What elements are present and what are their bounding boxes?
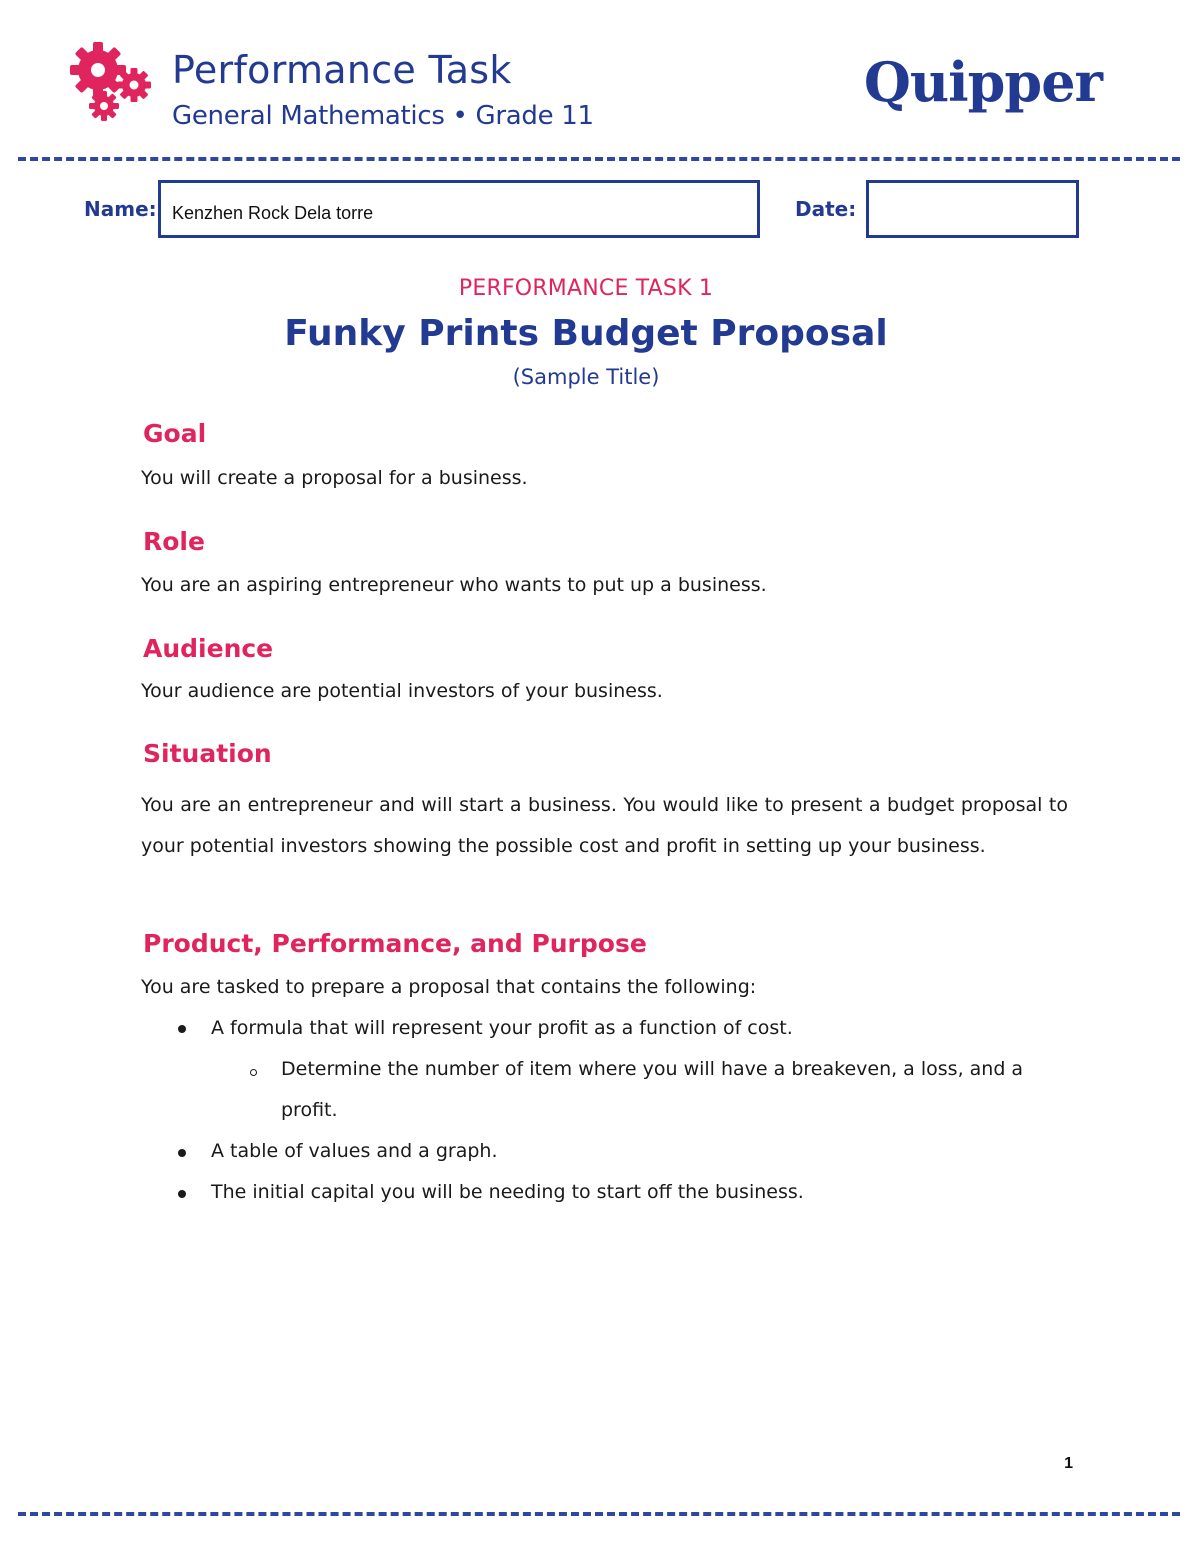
audience-heading: Audience	[143, 634, 274, 663]
date-field[interactable]	[866, 180, 1079, 238]
list-item-text: A table of values and a graph.	[211, 1140, 498, 1162]
header-subtitle: General Mathematics • Grade 11	[172, 101, 594, 131]
top-divider	[18, 157, 1180, 161]
task-number: PERFORMANCE TASK 1	[458, 276, 714, 301]
brand-logo: Quipper	[863, 50, 1102, 114]
goal-heading: Goal	[143, 419, 207, 448]
bullet-icon	[178, 1149, 186, 1157]
role-text: You are an aspiring entrepreneur who wants to put up a business.	[141, 574, 767, 596]
audience-text: Your audience are potential investors of your business.	[141, 680, 663, 702]
gears-icon	[68, 40, 158, 124]
page-number: 1	[1064, 1455, 1073, 1472]
goal-text: You will create a proposal for a business.	[141, 467, 528, 489]
name-field[interactable]: Kenzhen Rock Dela torre	[158, 180, 760, 238]
list-item-text: A formula that will represent your profit as a function of cost.	[211, 1017, 793, 1039]
situation-text: You are an entrepreneur and will start a business. You would like to present a budget proposal to your potential investors showing the possible cost and profit in setting up your business.	[141, 794, 1068, 857]
product-heading: Product, Performance, and Purpose	[143, 929, 647, 958]
name-label: Name:	[84, 197, 157, 221]
list-item-text: The initial capital you will be needing to start off the business.	[211, 1181, 804, 1203]
sub-item-text-line2: profit.	[281, 1099, 338, 1121]
sub-bullet-icon	[250, 1069, 257, 1076]
situation-heading: Situation	[143, 739, 272, 768]
bullet-icon	[178, 1025, 186, 1033]
product-intro: You are tasked to prepare a proposal that contains the following:	[141, 976, 757, 998]
document-title: Funky Prints Budget Proposal	[284, 313, 888, 354]
sub-item-text-line1: Determine the number of item where you will have a breakeven, a loss, and a	[281, 1058, 1024, 1080]
document-subtitle: (Sample Title)	[512, 365, 660, 389]
role-heading: Role	[143, 527, 205, 556]
bottom-divider	[18, 1512, 1180, 1516]
header-title: Performance Task	[172, 48, 512, 92]
bullet-icon	[178, 1190, 186, 1198]
date-label: Date:	[795, 197, 857, 221]
